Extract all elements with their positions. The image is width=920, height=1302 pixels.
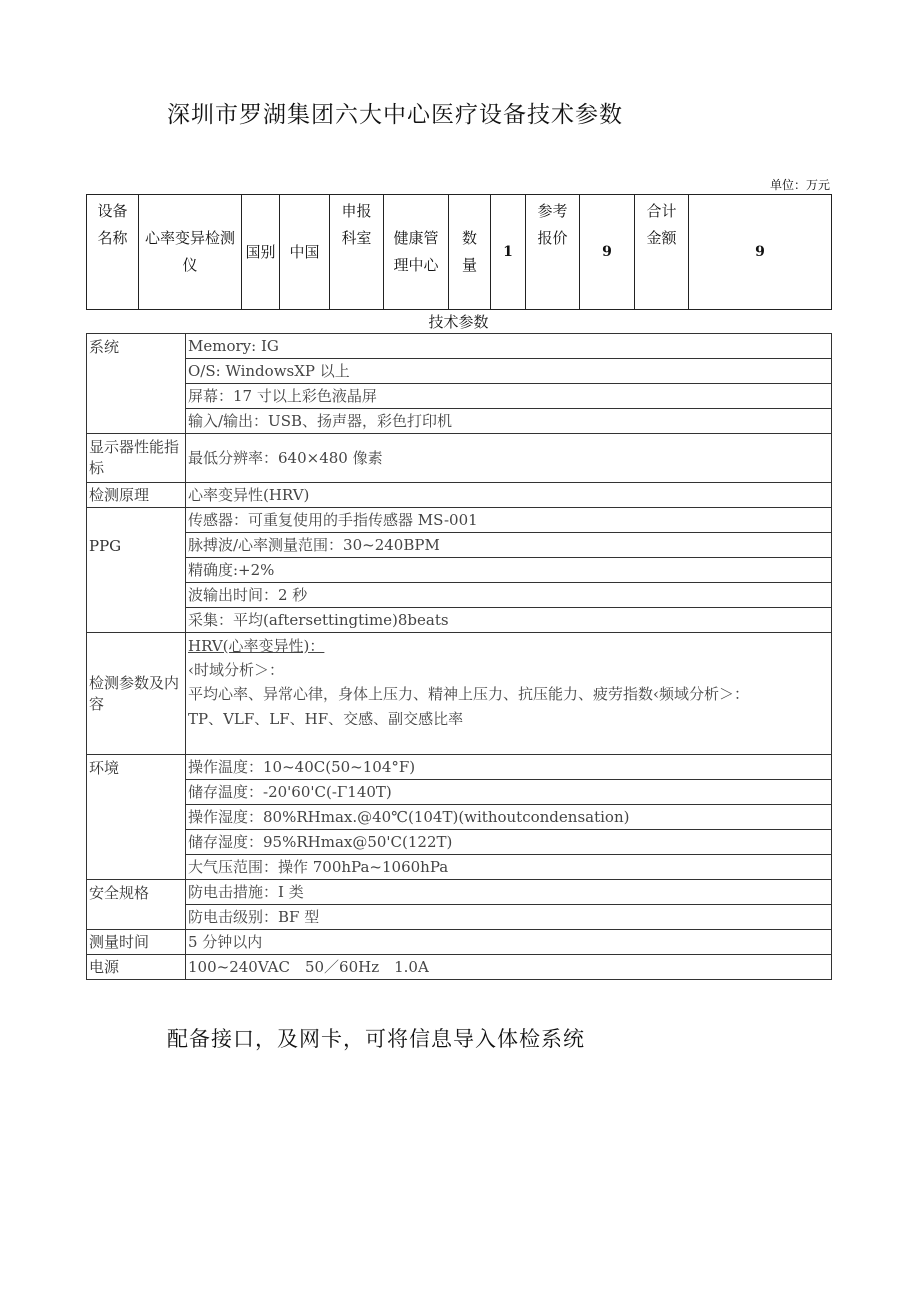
table-row bbox=[87, 905, 832, 930]
table-row bbox=[87, 805, 832, 830]
spec-value: 精确度:+2% bbox=[186, 558, 832, 583]
table-row bbox=[87, 533, 832, 558]
category-principle: 检测原理 bbox=[87, 483, 186, 508]
footer-note: 配备接口，及网卡，可将信息导入体检系统 bbox=[167, 1027, 585, 1051]
table-row bbox=[87, 633, 832, 755]
spec-value: 输入/输出：USB、扬声器，彩色打印机 bbox=[186, 409, 832, 434]
section-title: 技术参数 bbox=[428, 313, 489, 331]
quantity-label: 数量 bbox=[449, 195, 491, 310]
table-row bbox=[87, 930, 832, 955]
table-row bbox=[87, 755, 832, 780]
spec-table bbox=[86, 333, 832, 980]
spec-value: O/S: WindowsXP 以上 bbox=[186, 359, 832, 384]
spec-value: 100~240VAC 50／60Hz 1.0A bbox=[186, 955, 832, 980]
hrv-content bbox=[186, 633, 832, 755]
spec-value: 操作温度：10~40C(50~104°F) bbox=[186, 755, 832, 780]
spec-value: 防电击措施：I 类 bbox=[186, 880, 832, 905]
hrv-line: TP、VLF、LF、HF、交感、副交感比率 bbox=[188, 710, 464, 725]
page-title: 深圳市罗湖集团六大中心医疗设备技术参数 bbox=[167, 102, 623, 128]
category-params: 检测参数及内容 bbox=[87, 633, 186, 755]
table-row bbox=[87, 409, 832, 434]
quantity-value: 1 bbox=[491, 195, 526, 310]
spec-value: 最低分辨率：640×480 像素 bbox=[186, 434, 832, 483]
category-display: 显示器性能指标 bbox=[87, 434, 186, 483]
spec-value: 储存温度：-20'60'C(-Γ140T) bbox=[186, 780, 832, 805]
category-safety: 安全规格 bbox=[87, 880, 186, 930]
category-system: 系统 bbox=[87, 334, 186, 434]
spec-value: 防电击级别：BF 型 bbox=[186, 905, 832, 930]
table-row bbox=[87, 955, 832, 980]
spec-value: 心率变异性(HRV) bbox=[186, 483, 832, 508]
spec-value: 波输出时间：2 秒 bbox=[186, 583, 832, 608]
category-time: 测量时间 bbox=[87, 930, 186, 955]
spec-value: 传感器：可重复使用的手指传感器 MS-001 bbox=[186, 508, 832, 533]
table-row bbox=[87, 384, 832, 409]
price-value: 9 bbox=[580, 195, 635, 310]
price-label: 参考报价 bbox=[526, 195, 580, 310]
table-row bbox=[87, 508, 832, 533]
total-value: 9 bbox=[689, 195, 832, 310]
device-header-table bbox=[86, 194, 832, 310]
table-row bbox=[87, 583, 832, 608]
spec-value: 操作湿度：80%RHmax.@40℃(104T)(withoutcondensation) bbox=[186, 805, 832, 830]
table-row bbox=[87, 558, 832, 583]
category-power: 电源 bbox=[87, 955, 186, 980]
total-label: 合计金额 bbox=[635, 195, 689, 310]
table-row bbox=[87, 334, 832, 359]
spec-value: 大气压范围：操作 700hPa~1060hPa bbox=[186, 855, 832, 880]
table-row bbox=[87, 880, 832, 905]
device-name-label: 设备名称 bbox=[87, 195, 139, 310]
hrv-line: 平均心率、异常心律，身体上压力、精神上压力、抗压能力、疲劳指数‹频域分析＞： bbox=[188, 685, 750, 703]
category-ppg: PPG bbox=[87, 508, 186, 633]
table-row bbox=[87, 830, 832, 855]
spec-value: 储存湿度：95%RHmax@50'C(122T) bbox=[186, 830, 832, 855]
unit-label: 单位：万元 bbox=[769, 178, 830, 192]
table-row bbox=[87, 434, 832, 483]
table-row bbox=[87, 780, 832, 805]
hrv-line: HRV(心率变异性)： bbox=[188, 637, 325, 655]
country-label: 国别 bbox=[242, 195, 280, 310]
country-value: 中国 bbox=[280, 195, 330, 310]
hrv-line: ‹时域分析＞： bbox=[188, 661, 284, 679]
spec-value: 屏幕：17 寸以上彩色液晶屏 bbox=[186, 384, 832, 409]
device-name-value: 心率变异检测仪 bbox=[139, 195, 242, 310]
table-row bbox=[87, 608, 832, 633]
spec-value: 脉搏波/心率测量范围：30~240BPM bbox=[186, 533, 832, 558]
table-row bbox=[87, 359, 832, 384]
spec-value: Memory: IG bbox=[186, 334, 832, 359]
category-environment: 环境 bbox=[87, 755, 186, 880]
table-row bbox=[87, 855, 832, 880]
spec-value: 5 分钟以内 bbox=[186, 930, 832, 955]
dept-label: 申报科室 bbox=[330, 195, 384, 310]
table-row bbox=[87, 483, 832, 508]
spec-value: 采集：平均(aftersettingtime)8beats bbox=[186, 608, 832, 633]
dept-value: 健康管理中心 bbox=[384, 195, 449, 310]
